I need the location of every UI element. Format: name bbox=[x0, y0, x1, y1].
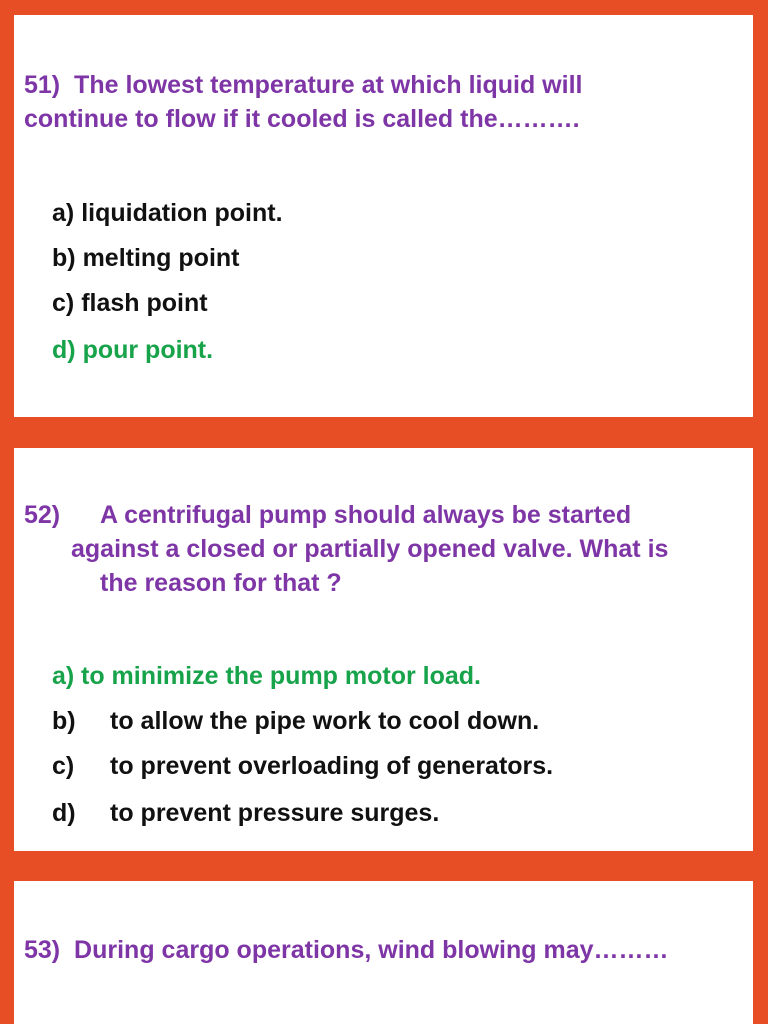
option-c[interactable] bbox=[52, 286, 208, 320]
option-d-correct[interactable] bbox=[52, 333, 213, 367]
option-label: a) bbox=[52, 199, 75, 227]
option-text: pour point. bbox=[82, 336, 214, 364]
option-b[interactable] bbox=[52, 704, 539, 738]
option-a-correct[interactable] bbox=[52, 659, 481, 693]
option-label: c) bbox=[52, 752, 75, 780]
option-text: to prevent pressure surges. bbox=[110, 799, 440, 827]
question-text-52 bbox=[24, 498, 749, 600]
option-d[interactable] bbox=[52, 796, 439, 830]
option-a[interactable] bbox=[52, 196, 283, 230]
option-text: to allow the pipe work to cool down. bbox=[110, 707, 540, 735]
option-text: melting point bbox=[82, 244, 240, 272]
option-label: c) bbox=[52, 289, 75, 317]
question-line: against a closed or partially opened valve. What is bbox=[71, 535, 669, 563]
question-line: A centrifugal pump should always be started bbox=[100, 501, 632, 529]
option-text: liquidation point. bbox=[81, 199, 283, 227]
question-line: The lowest temperature at which liquid will bbox=[74, 71, 583, 99]
question-number: 52) bbox=[24, 501, 61, 529]
option-label: b) bbox=[52, 244, 76, 272]
option-b[interactable] bbox=[52, 241, 239, 275]
question-text-51 bbox=[24, 68, 744, 136]
question-card-51 bbox=[14, 15, 753, 417]
option-label: d) bbox=[52, 799, 76, 827]
option-label: a) bbox=[52, 662, 75, 690]
question-number: 53) bbox=[24, 936, 61, 964]
question-line: continue to flow if it cooled is called the………. bbox=[24, 105, 580, 133]
option-c[interactable] bbox=[52, 749, 553, 783]
question-number: 51) bbox=[24, 71, 61, 99]
option-label: d) bbox=[52, 336, 76, 364]
question-line: During cargo operations, wind blowing may……… bbox=[74, 936, 669, 964]
option-text: to prevent overloading of generators. bbox=[110, 752, 554, 780]
question-text-53 bbox=[24, 933, 749, 967]
option-text: flash point bbox=[81, 289, 208, 317]
option-label: b) bbox=[52, 707, 76, 735]
question-card-53 bbox=[14, 881, 753, 1024]
option-text: to minimize the pump motor load. bbox=[81, 662, 481, 690]
question-line: the reason for that ? bbox=[100, 569, 342, 597]
question-card-52 bbox=[14, 448, 753, 851]
